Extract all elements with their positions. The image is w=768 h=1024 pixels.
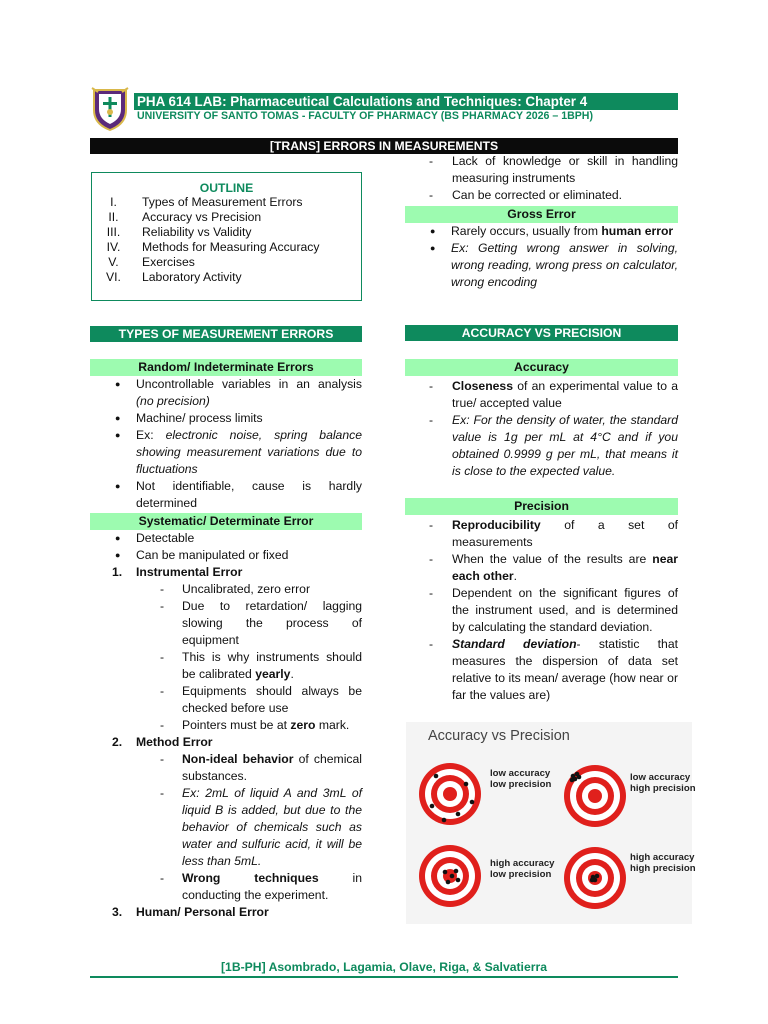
list-item: ● Detectable [90, 530, 362, 547]
document-title: PHA 614 LAB: Pharmaceutical Calculations and Techniques: Chapter 4 [134, 93, 678, 110]
list-item: ● Ex: electronic noise, spring balance showing measurement variations due to fluctuations [90, 427, 362, 478]
outline-box [91, 172, 362, 301]
accuracy-heading: Accuracy [405, 359, 678, 376]
list-item: - Pointers must be at zero mark. [90, 717, 362, 734]
outline-item: III. Reliability vs Validity [106, 225, 252, 239]
label-high-accuracy-high-precision: high accuracy high precision [630, 852, 696, 874]
list-item: - Equipments should always be checked before use [90, 683, 362, 717]
accuracy-list [405, 378, 678, 480]
list-item: ● Not identifiable, cause is hardly determined [90, 478, 362, 512]
accuracy-precision-figure [406, 722, 696, 924]
trans-title-bar: [TRANS] ERRORS IN MEASUREMENTS [90, 138, 678, 154]
outline-list [92, 195, 361, 285]
section-title-accuracy-precision: ACCURACY VS PRECISION [405, 325, 678, 341]
ust-seal-logo [90, 86, 130, 132]
outline-item: VI. Laboratory Activity [106, 270, 242, 284]
list-item: - Closeness of an experimental value to a true/ accepted value [405, 378, 678, 412]
label-low-accuracy-high-precision: low accuracy high precision [630, 772, 696, 794]
list-item: - Ex: 2mL of liquid A and 3mL of liquid B is added, but due to the behavior of chemicals such as water and sulfuric acid, it will be less than 5mL. [90, 785, 362, 870]
outline-item: II. Accuracy vs Precision [108, 210, 262, 224]
gross-error-heading: Gross Error [405, 206, 678, 223]
label-high-accuracy-low-precision: high accuracy low precision [490, 858, 555, 880]
target-low-accuracy-high-precision [563, 764, 627, 828]
footer-authors: [1B-PH] Asombrado, Lagamia, Olave, Riga, & Salvatierra [220, 960, 547, 974]
instrumental-error-heading: 1. Instrumental Error [112, 565, 243, 579]
list-item: - Wrong techniques in conducting the experiment. [90, 870, 362, 904]
method-error-heading: 2. Method Error [112, 735, 213, 749]
list-item: ● Rarely occurs, usually from human error [405, 223, 678, 240]
random-errors-heading: Random/ Indeterminate Errors [90, 359, 362, 376]
list-item: - When the value of the results are near each other. [405, 551, 678, 585]
target-high-accuracy-low-precision [418, 844, 482, 908]
list-item: - Non-ideal behavior of chemical substances. [90, 751, 362, 785]
outline-item: IV. Methods for Measuring Accuracy [106, 240, 320, 254]
random-errors-list [90, 376, 362, 512]
outline-heading: OUTLINE [199, 181, 254, 195]
target-low-accuracy-low-precision [418, 762, 482, 826]
precision-heading: Precision [405, 498, 678, 515]
footer-divider [90, 976, 678, 978]
figure-title: Accuracy vs Precision [428, 728, 570, 744]
list-item: - Can be corrected or eliminated. [405, 187, 678, 204]
document-subtitle: UNIVERSITY OF SANTO TOMAS - FACULTY OF PHARMACY (BS PHARMACY 2026 – 1BPH) [137, 110, 593, 122]
list-item: - Reproducibility of a set of measurements [405, 517, 678, 551]
list-item: - This is why instruments should be calibrated yearly. [90, 649, 362, 683]
section-title-measurement-errors: TYPES OF MEASUREMENT ERRORS [90, 326, 362, 342]
list-item: ● Uncontrollable variables in an analysis (no precision) [90, 376, 362, 410]
systematic-errors-heading: Systematic/ Determinate Error [90, 513, 362, 530]
list-item: - Due to retardation/ lagging slowing the process of equipment [90, 598, 362, 649]
list-item: - Dependent on the significant figures of the instrument used, and is determined by calculating the standard deviation. [405, 585, 678, 636]
label-low-accuracy-low-precision: low accuracy low precision [490, 768, 552, 790]
gross-error-list [405, 223, 678, 291]
outline-item: I. Types of Measurement Errors [110, 195, 303, 209]
list-item: ● Can be manipulated or fixed [90, 547, 362, 564]
human-error-continued [405, 153, 678, 204]
list-item: - Ex: For the density of water, the standard value is 1g per mL at 4°C and if you obtained 0.9999 g per mL, that means it is close to the expected value. [405, 412, 678, 480]
list-item: ● Ex: Getting wrong answer in solving, wrong reading, wrong press on calculator, wrong encoding [405, 240, 678, 291]
precision-list [405, 517, 678, 704]
list-item: - Uncalibrated, zero error [90, 581, 362, 598]
systematic-errors-content [90, 530, 362, 921]
target-high-accuracy-high-precision [563, 846, 627, 910]
outline-item: V. Exercises [108, 255, 195, 269]
list-item: - Standard deviation- statistic that measures the dispersion of data set relative to its mean/ average (how near or far the values are) [405, 636, 678, 704]
list-item: - Lack of knowledge or skill in handling measuring instruments [405, 153, 678, 187]
human-error-heading: 3. Human/ Personal Error [112, 905, 269, 919]
list-item: ● Machine/ process limits [90, 410, 362, 427]
